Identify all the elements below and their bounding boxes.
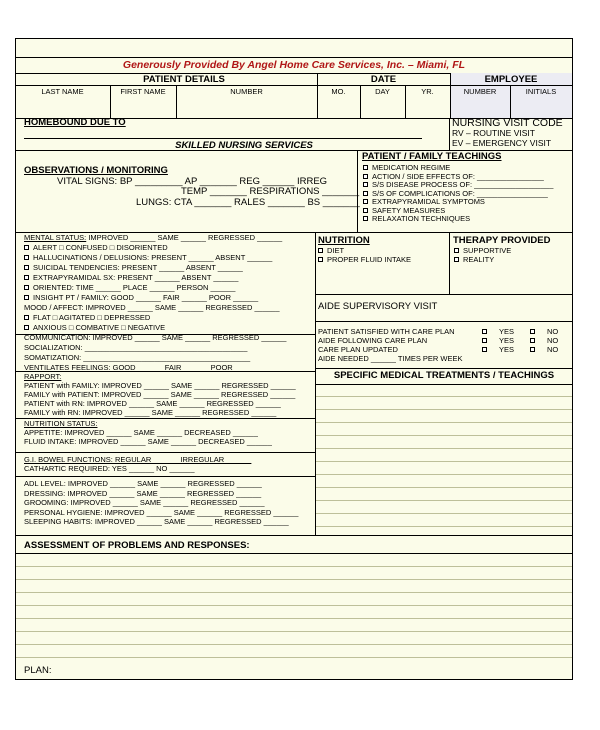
adl-item: GROOMING: IMPROVED ______ SAME ______ REGRESSED ______ [24,498,265,507]
temp-respirations-line: TEMP _______ RESPIRATIONS _______ [181,186,360,197]
teaching-item: ACTION / SIDE EFFECTS OF: ________________ [363,173,544,181]
nutrition-status-item: APPETITE: IMPROVED ______ SAME ______ DECREASED ______ [24,428,258,437]
aide-yes-option[interactable]: YES [482,346,514,354]
teachings-heading: PATIENT / FAMILY TEACHINGS [362,151,502,162]
teaching-item: SAFETY MEASURES [363,207,445,215]
nutrition-heading: NUTRITION [318,235,370,246]
somatization-line: SOMATIZATION: ________________________________________ [24,353,251,362]
aide-item: PATIENT SATISFIED WITH CARE PLAN [318,327,455,336]
rapport-item: PATIENT with FAMILY: IMPROVED ______ SAME ______ REGRESSED ______ [24,381,296,390]
teaching-item: MEDICATION REGIME [363,164,450,172]
patient-details-heading: PATIENT DETAILS [143,74,225,85]
first-name-label: FIRST NAME [120,87,166,96]
date-month-label: MO. [331,87,346,96]
mental-status-line: MENTAL STATUS: IMPROVED ______ SAME ______ REGRESSED ______ [24,233,283,242]
therapy-heading: THERAPY PROVIDED [453,235,551,246]
employee-heading: EMPLOYEE [484,74,538,85]
specific-treatments-heading: SPECIFIC MEDICAL TREATMENTS / TEACHINGS [333,370,555,381]
adl-line: ADL LEVEL: IMPROVED ______ SAME ______ REGRESSED ______ [24,479,262,488]
mood-item: FLAT □ AGITATED □ DEPRESSED [24,314,150,322]
aide-item: CARE PLAN UPDATED [318,345,398,354]
bowel-functions-line: G.I. BOWEL FUNCTIONS: REGULAR ______ IRREGULAR ______ [24,455,252,464]
mood-affect-line: MOOD / AFFECT: IMPROVED ______ SAME ______ REGRESSED ______ [24,303,280,312]
aide-no-option[interactable]: NO [530,337,558,345]
date-year-label: YR. [421,87,434,96]
vital-signs-line: VITAL SIGNS: BP _________ AP _______ REG ______ IRREG [57,176,328,187]
visit-code-heading: NURSING VISIT CODE [452,117,563,129]
mental-status-item: HALLUCINATIONS / DELUSIONS: PRESENT ______ ABSENT ______ [24,254,272,262]
adl-item: DRESSING: IMPROVED ______ SAME ______ REGRESSED ______ [24,488,262,498]
therapy-item: REALITY [454,256,494,264]
rapport-heading: RAPPORT: [24,372,62,381]
mental-status-item: EXTRAPYRAMIDAL SX: PRESENT ______ ABSENT ______ [24,274,238,282]
assessment-heading: ASSESSMENT OF PROBLEMS AND RESPONSES: [24,540,250,551]
lungs-line: LUNGS: CTA _______ RALES _______ BS _______ [136,197,360,208]
adl-item: SLEEPING HABITS: IMPROVED ______ SAME ______ REGRESSED ______ [24,517,289,526]
nutrition-item: PROPER FLUID INTAKE [318,256,411,264]
nutrition-status-item: FLUID INTAKE: IMPROVED ______ SAME ______ DECREASED ______ [24,437,272,446]
homebound-label: HOMEBOUND DUE TO [24,117,126,128]
visit-code-rv: RV – ROUTINE VISIT [452,128,535,138]
mental-status-item: ALERT □ CONFUSED □ DISORIENTED [24,244,168,252]
communication-line: COMMUNICATION: IMPROVED ______ SAME ______ REGRESSED ______ [24,333,287,342]
provider-subtitle: Generously Provided By Angel Home Care Services, Inc. – Miami, FL [122,59,466,71]
aide-yes-option[interactable]: YES [482,337,514,345]
employee-initials-label: INITIALS [525,87,557,96]
rapport-item: PATIENT with RN: IMPROVED ______ SAME ______ REGRESSED ______ [24,399,281,408]
employee-number-label: NUMBER [463,87,497,96]
aide-item: AIDE NEEDED ______ TIMES PER WEEK [318,354,463,363]
visit-code-ev: EV – EMERGENCY VISIT [452,138,552,148]
rapport-item: FAMILY with PATIENT: IMPROVED ______ SAME ______ REGRESSED ______ [24,390,296,399]
last-name-label: LAST NAME [41,87,84,96]
skilled-nursing-label: SKILLED NURSING SERVICES [175,140,313,151]
teaching-item: RELAXATION TECHNIQUES [363,215,470,223]
socialization-line: SOCIALIZATION: _______________________________________ [24,343,248,352]
rapport-item: FAMILY with RN: IMPROVED ______ SAME ______ REGRESSED ______ [24,408,277,417]
cathartic-line: CATHARTIC REQUIRED: YES ______ NO ______ [24,464,195,473]
teaching-item: S/S OF COMPLICATIONS OF: _________________ [363,190,548,198]
mental-status-item: SUICIDAL TENDENCIES: PRESENT ______ ABSENT ______ [24,264,243,272]
date-day-label: DAY [375,87,390,96]
patient-number-label: NUMBER [230,87,263,96]
adl-item: PERSONAL HYGIENE: IMPROVED ______ SAME ______ REGRESSED ______ [24,507,299,517]
aide-yes-option[interactable]: YES [482,328,514,336]
teaching-item: S/S DISEASE PROCESS OF: ___________________ [363,181,553,189]
plan-label: PLAN: [24,665,52,676]
date-heading: DATE [370,74,397,85]
ventilates-line: VENTILATES FEELINGS: GOOD ______ FAIR ______ POOR ______ [24,363,260,372]
nutrition-item: DIET [318,247,344,255]
aide-no-option[interactable]: NO [530,346,558,354]
teaching-item: EXTRAPYRAMIDAL SYMPTOMS [363,198,485,206]
nutrition-status-heading: NUTRITION STATUS: [24,419,98,428]
aide-no-option[interactable]: NO [530,328,558,336]
observations-heading: OBSERVATIONS / MONITORING [24,165,168,176]
aide-item: AIDE FOLLOWING CARE PLAN [318,336,428,345]
mood-item: ANXIOUS □ COMBATIVE □ NEGATIVE [24,324,165,332]
mental-status-item: INSIGHT PT / FAMILY: GOOD ______ FAIR ______ POOR ______ [24,294,258,302]
mental-status-item: ORIENTED: TIME ______ PLACE ______ PERSON ______ [24,284,235,292]
aide-heading: AIDE SUPERVISORY VISIT [318,301,438,312]
therapy-item: SUPPORTIVE [454,247,511,255]
